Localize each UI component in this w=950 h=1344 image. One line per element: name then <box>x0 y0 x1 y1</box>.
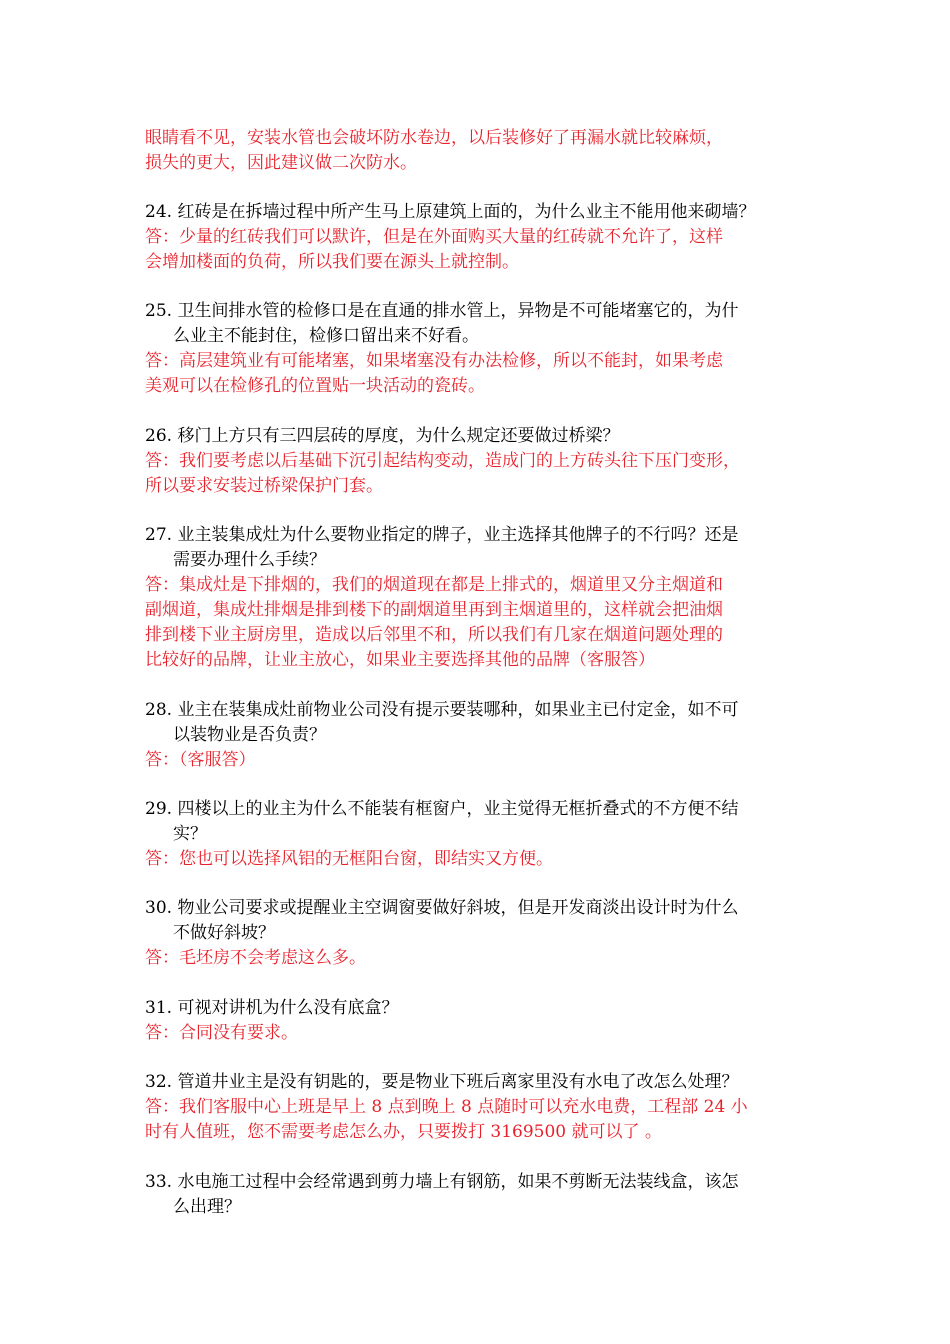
question <box>145 1070 825 1095</box>
answer-line: 排到楼下业主厨房里，造成以后邻里不和，所以我们有几家在烟道问题处理的 <box>145 625 723 645</box>
answer <box>145 225 825 275</box>
question-line: 27. 业主装集成灶为什么要物业指定的牌子，业主选择其他牌子的不行吗？还是 <box>145 525 739 545</box>
question-line: 需要办理什么手续？ <box>173 550 326 570</box>
answer <box>145 573 825 673</box>
qa-item-28 <box>145 698 825 773</box>
answer <box>145 449 825 499</box>
answer-line: 答：（客服答） <box>145 750 256 770</box>
answer <box>145 946 825 971</box>
question-line: 么业主不能封住，检修口留出来不好看。 <box>173 326 479 346</box>
question <box>145 996 825 1021</box>
question-line: 实？ <box>173 824 207 844</box>
answer-line: 答：我们要考虑以后基础下沉引起结构变动，造成门的上方砖头往下压门变形， <box>145 451 740 471</box>
answer-line: 比较好的品牌，让业主放心，如果业主要选择其他的品牌（客服答） <box>145 650 655 670</box>
question-line: 32. 管道井业主是没有钥匙的，要是物业下班后离家里没有水电了改怎么处理？ <box>145 1072 739 1092</box>
qa-item-25 <box>145 299 825 399</box>
question-line: 33. 水电施工过程中会经常遇到剪力墙上有钢筋，如果不剪断无法装线盒，该怎 <box>145 1172 739 1192</box>
answer <box>145 748 825 773</box>
question <box>145 1170 825 1220</box>
qa-item-29 <box>145 797 825 872</box>
qa-item-24 <box>145 200 825 275</box>
qa-item-26 <box>145 424 825 499</box>
question-line: 25. 卫生间排水管的检修口是在直通的排水管上，异物是不可能堵塞它的，为什 <box>145 301 739 321</box>
answer-line: 答：您也可以选择风铝的无框阳台窗，即结实又方便。 <box>145 849 553 869</box>
question <box>145 424 825 449</box>
qa-item-31 <box>145 996 825 1046</box>
answer-line: 美观可以在检修孔的位置贴一块活动的瓷砖。 <box>145 376 485 396</box>
question <box>145 523 825 573</box>
answer <box>145 1021 825 1046</box>
question <box>145 698 825 748</box>
answer-line: 答：高层建筑业有可能堵塞，如果堵塞没有办法检修，所以不能封，如果考虑 <box>145 351 723 371</box>
question-line: 30. 物业公司要求或提醒业主空调窗要做好斜坡，但是开发商淡出设计时为什么 <box>145 898 739 918</box>
answer-line: 所以要求安装过桥梁保护门套。 <box>145 476 383 496</box>
answer-line: 答：毛坯房不会考虑这么多。 <box>145 948 366 968</box>
question-line: 26. 移门上方只有三四层砖的厚度，为什么规定还要做过桥梁？ <box>145 426 620 446</box>
question-line: 31. 可视对讲机为什么没有底盒？ <box>145 998 399 1018</box>
answer-line: 答：少量的红砖我们可以默许，但是在外面购买大量的红砖就不允许了，这样 <box>145 227 723 247</box>
qa-item-30 <box>145 896 825 971</box>
answer <box>145 847 825 872</box>
answer-line: 损失的更大，因此建议做二次防水。 <box>145 153 417 173</box>
answer <box>145 1095 825 1145</box>
question-line: 29. 四楼以上的业主为什么不能装有框窗户，业主觉得无框折叠式的不方便不结 <box>145 799 739 819</box>
question-line: 以装物业是否负责？ <box>173 725 326 745</box>
question <box>145 896 825 946</box>
qa-item-33 <box>145 1170 825 1220</box>
answer-line: 答：集成灶是下排烟的，我们的烟道现在都是上排式的，烟道里又分主烟道和 <box>145 575 723 595</box>
answer-line: 答：合同没有要求。 <box>145 1023 298 1043</box>
question <box>145 299 825 349</box>
answer-line: 时有人值班，您不需要考虑怎么办，只要拨打 3169500 就可以了 。 <box>145 1122 662 1142</box>
answer <box>145 349 825 399</box>
answer-line: 会增加楼面的负荷，所以我们要在源头上就控制。 <box>145 252 519 272</box>
qa-item-27 <box>145 523 825 673</box>
question-line: 么出理？ <box>173 1197 241 1217</box>
question <box>145 200 825 225</box>
question-line: 不做好斜坡？ <box>173 923 275 943</box>
question <box>145 797 825 847</box>
question-line: 24. 红砖是在拆墙过程中所产生马上原建筑上面的，为什么业主不能用他来砌墙？ <box>145 202 756 222</box>
intro-answer <box>145 126 825 176</box>
question-line: 28. 业主在装集成灶前物业公司没有提示要装哪种，如果业主已付定金，如不可 <box>145 700 739 720</box>
answer-line: 眼睛看不见，安装水管也会破坏防水卷边，以后装修好了再漏水就比较麻烦， <box>145 128 723 148</box>
answer-line: 副烟道，集成灶排烟是排到楼下的副烟道里再到主烟道里的，这样就会把油烟 <box>145 600 723 620</box>
answer-line: 答：我们客服中心上班是早上 8 点到晚上 8 点随时可以充水电费，工程部 24 小 <box>145 1097 748 1117</box>
qa-item-32 <box>145 1070 825 1145</box>
